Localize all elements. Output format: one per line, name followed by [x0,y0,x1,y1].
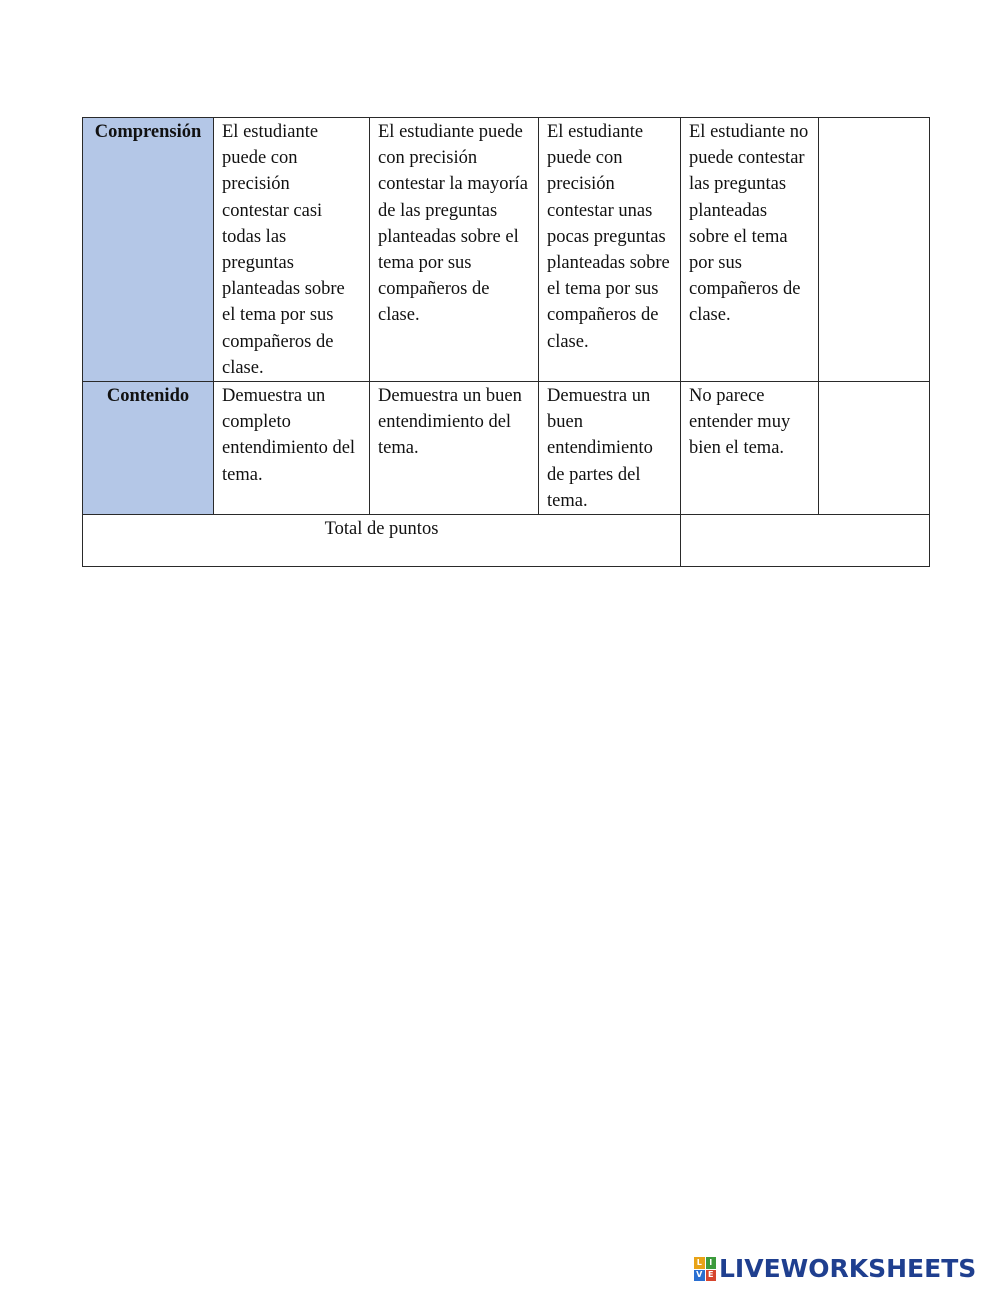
level-cell: No parece entender muy bien el tema. [681,382,819,515]
level-cell: El estudiante no puede contestar las preguntas planteadas sobre el tema por sus compañeros de clase. [681,118,819,382]
level-cell: Demuestra un buen entendimiento del tema. [370,382,539,515]
score-cell[interactable] [819,382,930,515]
score-cell[interactable] [819,118,930,382]
level-cell: Demuestra un completo entendimiento del tema. [214,382,370,515]
table-row [83,382,930,515]
liveworksheets-logo [694,1253,976,1285]
table-row [83,118,930,382]
total-row [83,515,930,567]
logo-mark-letter: L [694,1257,705,1269]
level-cell: El estudiante puede con precisión contestar unas pocas preguntas planteadas sobre el tema por sus compañeros de clase. [539,118,681,382]
logo-mark-letter: E [706,1270,717,1282]
level-cell: El estudiante puede con precisión contestar casi todas las preguntas planteadas sobre el tema por sus compañeros de clase. [214,118,370,382]
criterion-cell: Contenido [83,382,214,515]
logo-mark-icon [694,1257,716,1281]
level-cell: Demuestra un buen entendimiento de partes del tema. [539,382,681,515]
total-label: Total de puntos [83,515,681,567]
total-value-cell[interactable] [681,515,930,567]
logo-mark-letter: I [706,1257,717,1269]
rubric-table [82,117,930,567]
criterion-cell: Comprensión [83,118,214,382]
level-cell: El estudiante puede con precisión contestar la mayoría de las preguntas planteadas sobre el tema por sus compañeros de clase. [370,118,539,382]
logo-text: LIVEWORKSHEETS [719,1254,977,1283]
logo-mark-letter: V [694,1270,705,1282]
